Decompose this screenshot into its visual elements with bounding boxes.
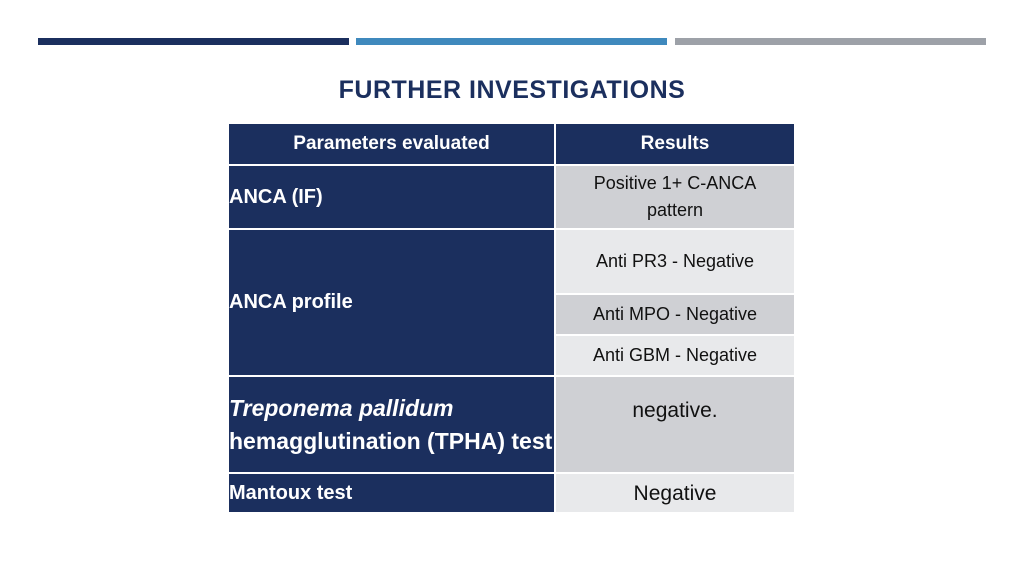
result-anti-pr3: Anti PR3 - Negative — [555, 229, 794, 294]
param-tpha-rest: hemagglutination (TPHA) test — [229, 427, 553, 454]
header-parameters: Parameters evaluated — [229, 124, 555, 165]
accent-bar-navy — [38, 38, 349, 45]
table-row — [229, 165, 794, 229]
param-anca-profile: ANCA profile — [229, 229, 555, 376]
table-row — [229, 229, 794, 294]
slide-title: FURTHER INVESTIGATIONS — [338, 76, 686, 104]
investigations-table — [229, 124, 794, 514]
param-mantoux: Mantoux test — [229, 473, 555, 513]
table-row — [229, 473, 794, 513]
header-results: Results — [555, 124, 794, 165]
result-anca-if — [555, 165, 794, 229]
param-tpha-italic: Treponema pallidum — [229, 394, 454, 421]
result-anca-if-text: Positive 1+ C-ANCA pattern — [593, 173, 757, 220]
result-mantoux: Negative — [555, 473, 794, 513]
param-anca-if: ANCA (IF) — [229, 165, 555, 229]
result-anti-mpo: Anti MPO - Negative — [555, 294, 794, 335]
result-anti-gbm: Anti GBM - Negative — [555, 335, 794, 376]
table-header-row — [229, 124, 794, 165]
result-tpha: negative. — [555, 376, 794, 473]
accent-bar-blue — [356, 38, 667, 45]
accent-bar-gray — [675, 38, 986, 45]
param-tpha — [229, 376, 555, 473]
table-row — [229, 376, 794, 473]
